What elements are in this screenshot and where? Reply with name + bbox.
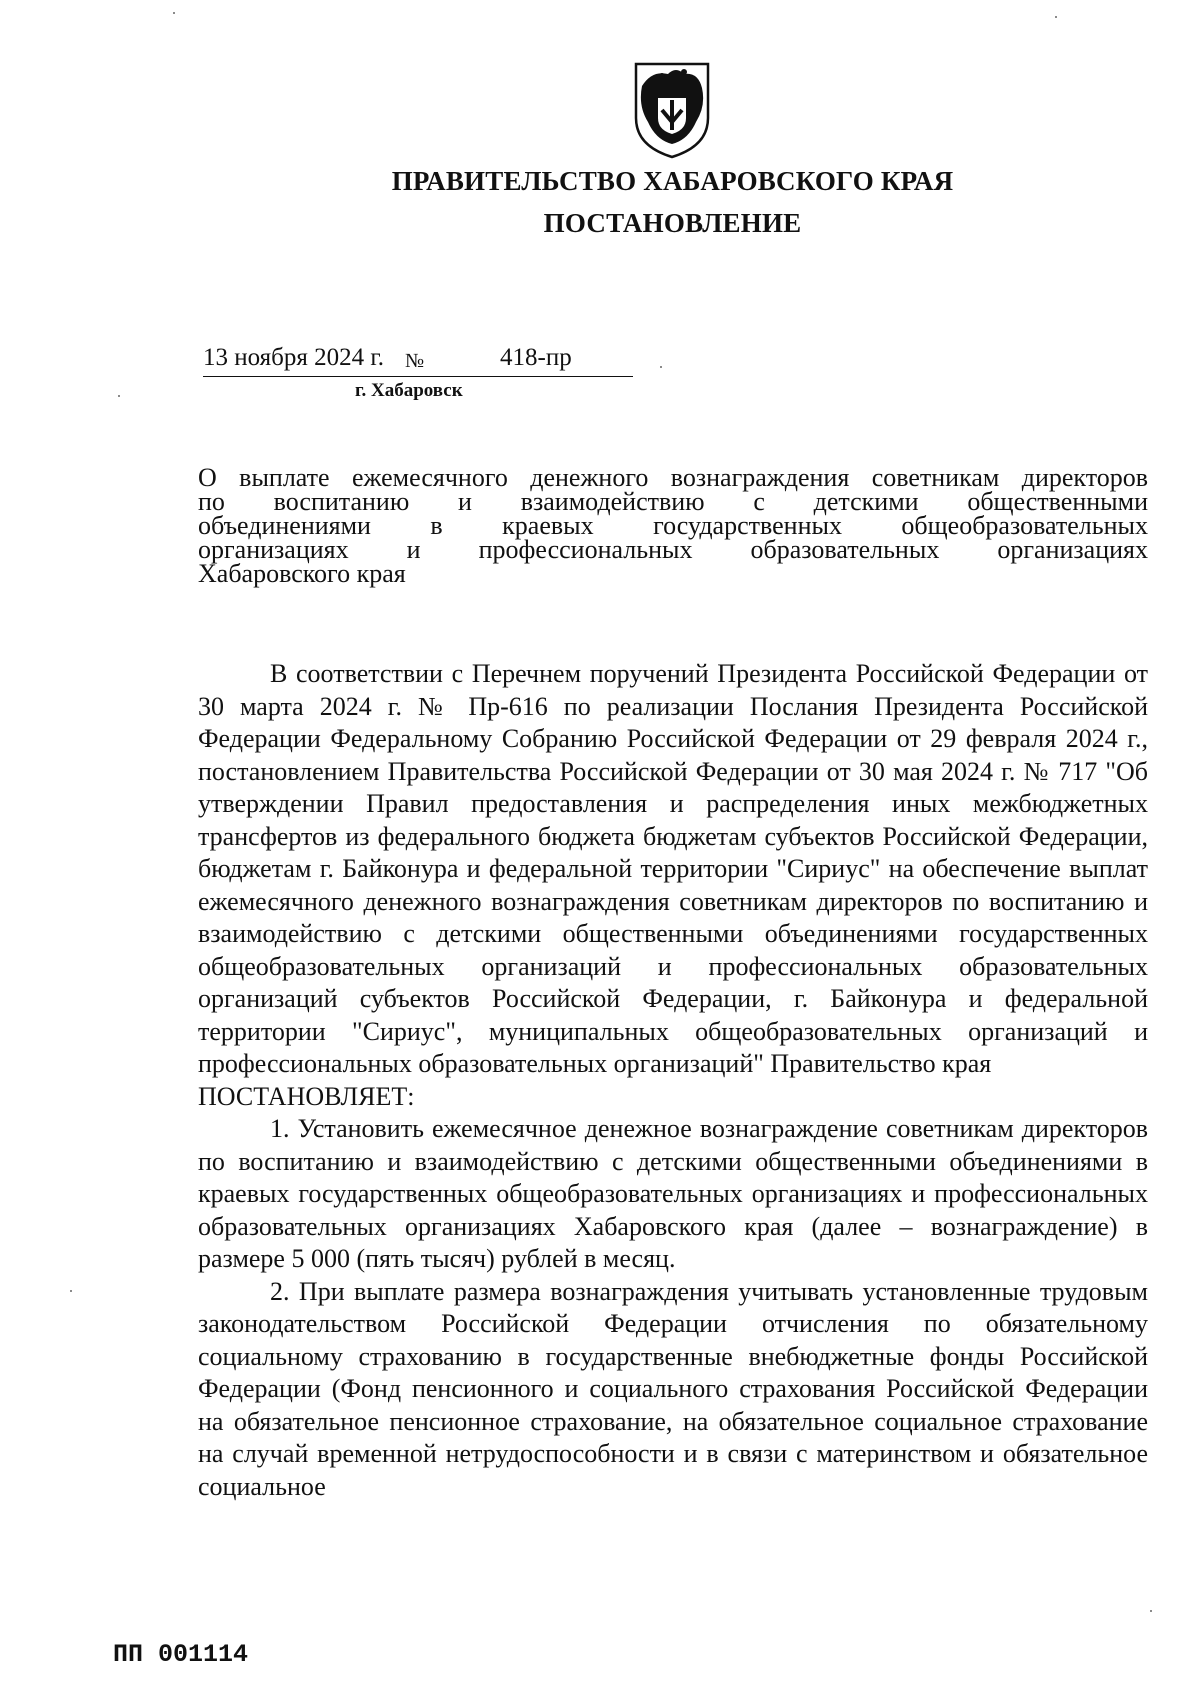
date-number-underline bbox=[203, 376, 633, 377]
heading-line: по воспитанию и взаимодействию с детскими общественными bbox=[198, 487, 1148, 516]
clause-2: 2. При выплате размера вознаграждения учитывать установленные трудовым законодательством Российской Федерации отчисления по обязательному социальному страхованию в государственные внебюджетные фонды Российской Федерации (Фонд пенсионного и социального страхования Российской Федерации на обязательное пенсионное страхование, на обязательное социальное страхование на случай временной нетрудоспособности и в связи с материнством и обязательное социальное bbox=[198, 1276, 1148, 1501]
number-sign: № bbox=[405, 350, 425, 372]
heading-line: О выплате ежемесячного денежного вознаграждения советникам директоров bbox=[198, 463, 1148, 492]
coat-of-arms-emblem bbox=[632, 60, 712, 160]
resolution-word: ПОСТАНОВЛЯЕТ: bbox=[198, 1081, 415, 1111]
document-date: 13 ноября 2024 г. bbox=[203, 344, 385, 371]
heading-line: объединениями в краевых государственных общеобразовательных bbox=[198, 511, 1148, 540]
heading-line: организациях и профессиональных образовательных организациях bbox=[198, 535, 1148, 564]
heading-line: Хабаровского края bbox=[198, 559, 406, 588]
document-heading bbox=[198, 463, 1148, 588]
scan-speck bbox=[1055, 16, 1057, 18]
scan-speck bbox=[660, 366, 662, 368]
document-body bbox=[198, 658, 1148, 1503]
clause-1: 1. Установить ежемесячное денежное вознаграждение советникам директоров по воспитанию и взаимодействию с детскими общественными объединениями в краевых государственных общеобразовательных организациях и профессиональных образовательных организациях Хабаровского края (далее – вознаграждение) в размере 5 000 (пять тысяч) рублей в месяц. bbox=[198, 1114, 1148, 1273]
preamble-paragraph: В соответствии с Перечнем поручений Президента Российской Федерации от 30 марта 2024 г. № Пр-616 по реализации Послания Президента Российской Федерации Федеральному Собранию Российской Федерации от 29 февраля 2024 г., постановлением Правительства Российской Федерации от 30 мая 2024 г. № 717 "Об утверждении Правил предоставления и распределения иных межбюджетных трансфертов из федерального бюджета бюджетам субъектов Российской Федерации, бюджетам г. Байконура и федеральной территории "Сириус" на обеспечение выплат ежемесячного денежного вознаграждения советникам директоров по воспитанию и взаимодействию с детскими общественными объединениями государственных общеобразовательных организаций и профессиональных образовательных организаций субъектов Российской Федерации, г. Байконура и федеральной территории "Сириус", муниципальных общеобразовательных организаций и профессиональных образовательных организаций" Правительство края bbox=[198, 659, 1148, 1078]
scan-speck bbox=[70, 1290, 72, 1292]
scan-speck bbox=[1150, 1610, 1152, 1612]
document-city: г. Хабаровск bbox=[355, 380, 463, 401]
government-title: ПРАВИТЕЛЬСТВО ХАБАРОВСКОГО КРАЯ bbox=[391, 166, 954, 196]
scan-speck bbox=[118, 395, 120, 397]
form-serial-code: ПП 001114 bbox=[113, 1640, 249, 1669]
document-type: ПОСТАНОВЛЕНИЕ bbox=[543, 208, 802, 238]
document-number: 418-пр bbox=[500, 344, 572, 371]
scan-speck bbox=[173, 12, 175, 14]
